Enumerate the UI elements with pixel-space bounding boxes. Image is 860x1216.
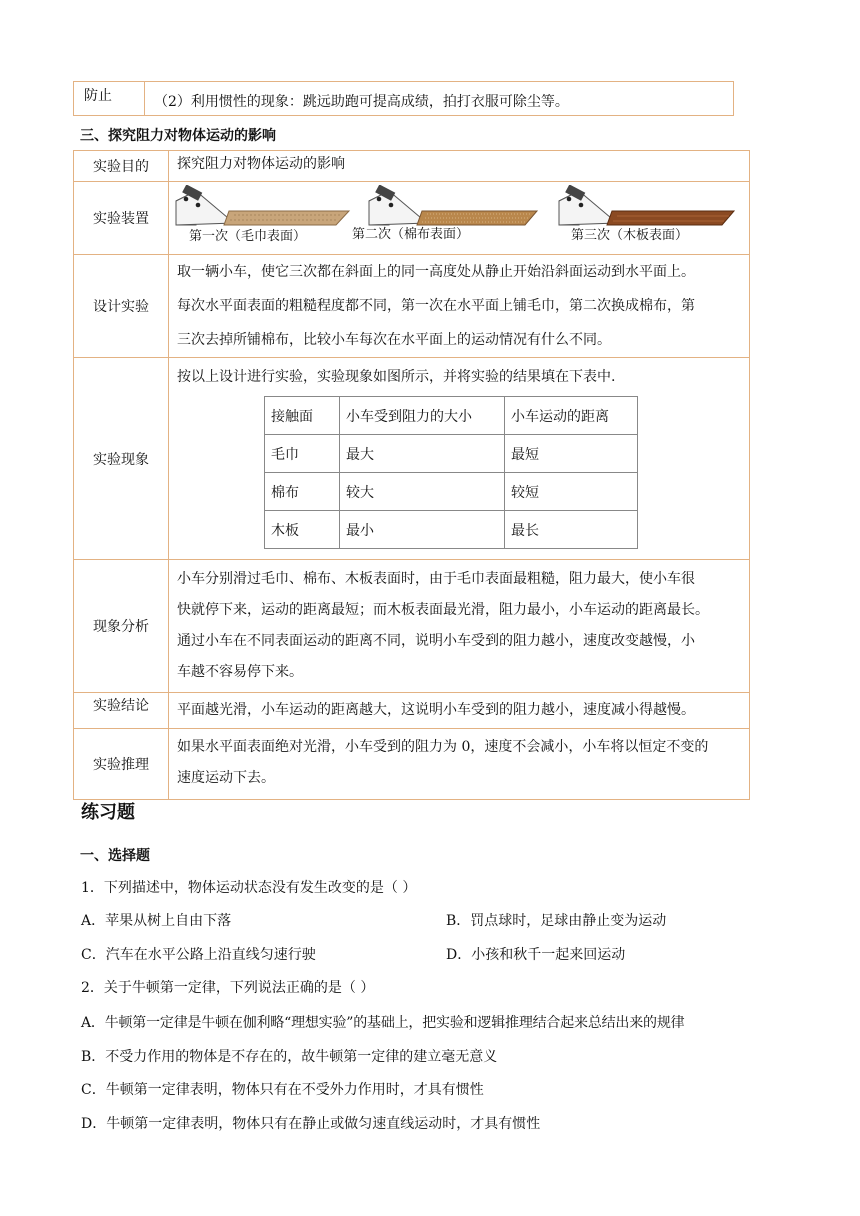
design-text (169, 255, 749, 357)
design-line: 三次去掉所铺棉布，比较小车每次在水平面上的运动情况有什么不同。 (177, 332, 611, 348)
row-analysis (74, 560, 750, 693)
cell-distance: 最长 (505, 511, 638, 549)
label-analysis: 现象分析 (74, 560, 169, 693)
inference-text (169, 729, 749, 794)
section-heading: 三、探究阻力对物体运动的影响 (80, 128, 276, 144)
q1-option-d: D．小孩和秋千一起来回运动 (446, 947, 626, 963)
cell-resistance: 较大 (340, 473, 505, 511)
analysis-line: 车越不容易停下来。 (177, 664, 303, 680)
cell-resistance: 最大 (340, 435, 505, 473)
caption-third: 第三次（木板表面） (571, 228, 689, 243)
row-purpose (74, 151, 750, 182)
purpose-text: 探究阻力对物体运动的影响 (177, 156, 345, 172)
inference-line: 速度运动下去。 (177, 770, 275, 786)
q2-option-c: C．牛顿第一定律表明，物体只有在不受外力作用时，才具有惯性 (81, 1082, 484, 1098)
row-design (74, 255, 750, 358)
label-apparatus: 实验装置 (74, 182, 169, 255)
inference-line: 如果水平面表面绝对光滑，小车受到的阻力为 0，速度不会减小，小车将以恒定不变的 (177, 739, 709, 755)
row-label-cell (74, 82, 145, 115)
row-phenomenon (74, 358, 750, 560)
cell-distance: 较短 (505, 473, 638, 511)
table-row (265, 473, 638, 511)
phenomenon-intro: 按以上设计进行实验，实验现象如图所示，并将实验的结果填在下表中. (177, 369, 616, 385)
question-1-stem: 1．下列描述中，物体运动状态没有发生改变的是（ ） (81, 880, 417, 896)
analysis-line: 小车分别滑过毛巾、棉布、木板表面时，由于毛巾表面最粗糙，阻力最大，使小车很 (177, 571, 695, 587)
header-surface: 接触面 (265, 397, 340, 435)
analysis-line: 快就停下来，运动的距离最短；而木板表面最光滑，阻力最小，小车运动的距离最长。 (177, 602, 709, 618)
experiment-table (73, 150, 750, 800)
label-conclusion: 实验结论 (74, 693, 169, 729)
header-distance: 小车运动的距离 (505, 397, 638, 435)
q2-option-b: B．不受力作用的物体是不存在的，故牛顿第一定律的建立毫无意义 (81, 1049, 498, 1065)
q1-option-c: C．汽车在水平公路上沿直线匀速行驶 (81, 947, 316, 963)
label-design: 设计实验 (74, 255, 169, 358)
label-phenomenon: 实验现象 (74, 358, 169, 560)
conclusion-text: 平面越光滑，小车运动的距离越大，这说明小车受到的阻力越小，速度减小得越慢。 (177, 702, 695, 718)
caption-second: 第二次（棉布表面） (352, 227, 470, 242)
q1-option-b: B．罚点球时，足球由静止变为运动 (446, 913, 667, 929)
row-conclusion (74, 693, 750, 729)
cell-surface: 木板 (265, 511, 340, 549)
results-header-row (265, 397, 638, 435)
header-resistance: 小车受到阻力的大小 (340, 397, 505, 435)
cell-resistance: 最小 (340, 511, 505, 549)
analysis-text (169, 560, 749, 688)
results-table (264, 396, 638, 549)
row-label-prevent: 防止 (84, 88, 112, 104)
cell-surface: 毛巾 (265, 435, 340, 473)
q2-option-d: D．牛顿第一定律表明，物体只有在静止或做匀速直线运动时，才具有惯性 (81, 1116, 541, 1132)
table-row (265, 435, 638, 473)
label-inference: 实验推理 (74, 729, 169, 800)
caption-first: 第一次（毛巾表面） (189, 229, 307, 244)
row-text-inertia-use: （2）利用惯性的现象：跳远助跑可提高成绩，拍打衣服可除尘等。 (154, 94, 569, 110)
ramp-towel-figure (174, 185, 354, 227)
design-line: 每次水平面表面的粗糙程度都不同，第一次在水平面上铺毛巾，第二次换成棉布，第 (177, 298, 695, 314)
question-2-stem: 2．关于牛顿第一定律，下列说法正确的是（ ） (81, 980, 375, 996)
row-inference (74, 729, 750, 800)
table-row (265, 511, 638, 549)
q1-option-a: A．苹果从树上自由下落 (81, 913, 232, 929)
q2-option-a: A．牛顿第一定律是牛顿在伽利略“理想实验”的基础上，把实验和逻辑推理结合起来总结出来的规律 (81, 1015, 685, 1031)
analysis-line: 通过小车在不同表面运动的距离不同，说明小车受到的阻力越小，速度改变越慢，小 (177, 633, 695, 649)
ramp-cotton-figure (367, 185, 547, 227)
cell-distance: 最短 (505, 435, 638, 473)
row-apparatus (74, 182, 750, 255)
label-purpose: 实验目的 (74, 151, 169, 182)
practice-heading: 练习题 (81, 802, 135, 823)
ramp-wood-figure (557, 185, 737, 227)
design-line: 取一辆小车，使它三次都在斜面上的同一高度处从静止开始沿斜面运动到水平面上。 (177, 264, 695, 280)
choice-subheading: 一、选择题 (80, 848, 150, 864)
top-table-row (73, 81, 734, 116)
cell-surface: 棉布 (265, 473, 340, 511)
